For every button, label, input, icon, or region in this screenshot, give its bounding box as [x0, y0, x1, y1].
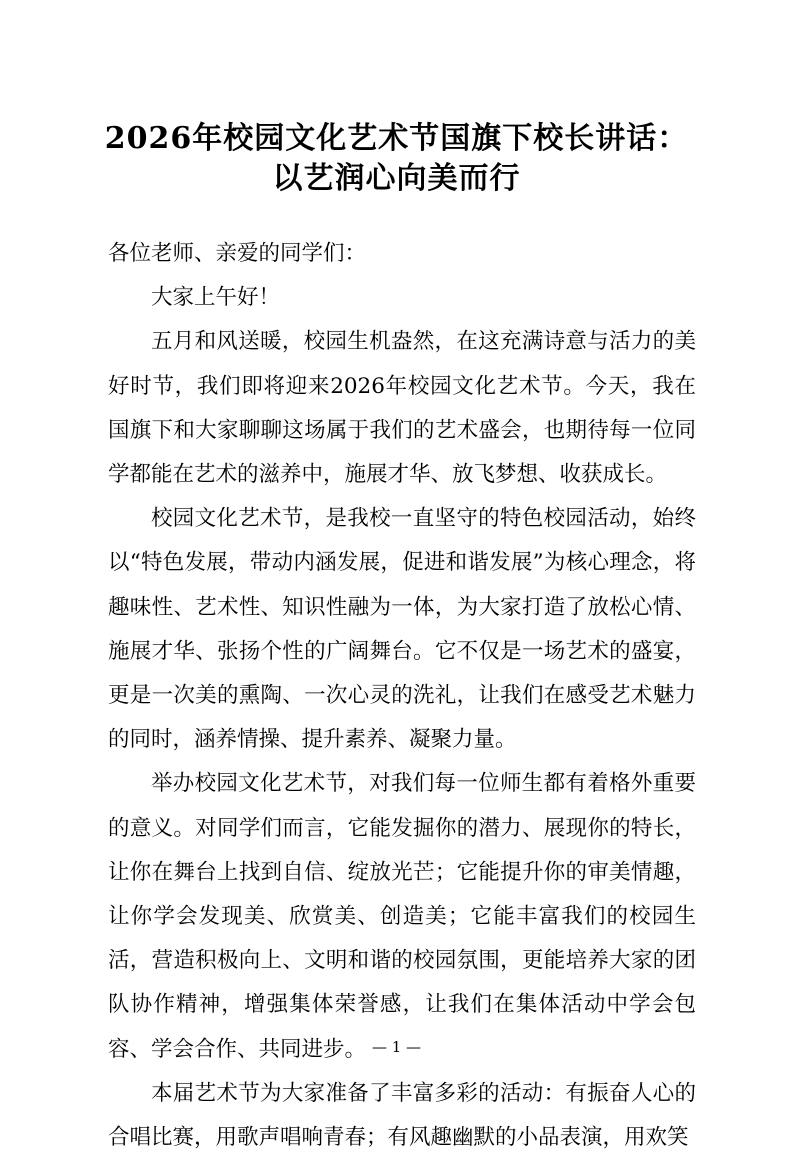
document-body: [108, 232, 696, 1160]
document-title-line-2: 以艺润心向美而行: [272, 161, 521, 196]
paragraph-opening: 五月和风送暖，校园生机盎然，在这充满诗意与活力的美好时节，我们即将迎来2026年校园文化艺术节。今天，我在国旗下和大家聊聊这场属于我们的艺术盛会，也期待每一位同学都能在艺术的滋养中，施展才华、放飞梦想、收获成长。: [108, 329, 696, 488]
paragraph-greeting: 大家上午好！: [151, 285, 281, 311]
salutation: 各位老师、亲爱的同学们：: [108, 241, 367, 266]
document-title-line-1: 2026年校园文化艺术节国旗下校长讲话：: [104, 121, 689, 156]
page-number: — 1 —: [371, 1038, 422, 1056]
paragraph-festival-concept: 校园文化艺术节，是我校一直坚守的特色校园活动，始终以“特色发展，带动内涵发展，促进和谐发展”为核心理念，将趣味性、艺术性、知识性融为一体，为大家打造了放松心情、施展才华、张扬个性的广阔舞台。它不仅是一场艺术的盛宴，更是一次美的熏陶、一次心灵的洗礼，让我们在感受艺术魅力的同时，涵养情操、提升素养、凝聚力量。: [108, 506, 696, 753]
paragraph-significance: 举办校园文化艺术节，对我们每一位师生都有着格外重要的意义。对同学们而言，它能发掘你的潜力、展现你的特长，让你在舞台上找到自信、绽放光芒；它能提升你的审美情趣，让你学会发现美、欣赏美、创造美；它能丰富我们的校园生活，营造积极向上、文明和谐的校园氛围，更能培养大家的团队协作精神，增强集体荣誉感，让我们在集体活动中学会包容、学会合作、共同进步。: [108, 771, 696, 1062]
paragraph-activities: 本届艺术节为大家准备了丰富多彩的活动：有振奋人心的合唱比赛，用歌声唱响青春；有风趣幽默的小品表演，用欢笑: [108, 1080, 696, 1151]
